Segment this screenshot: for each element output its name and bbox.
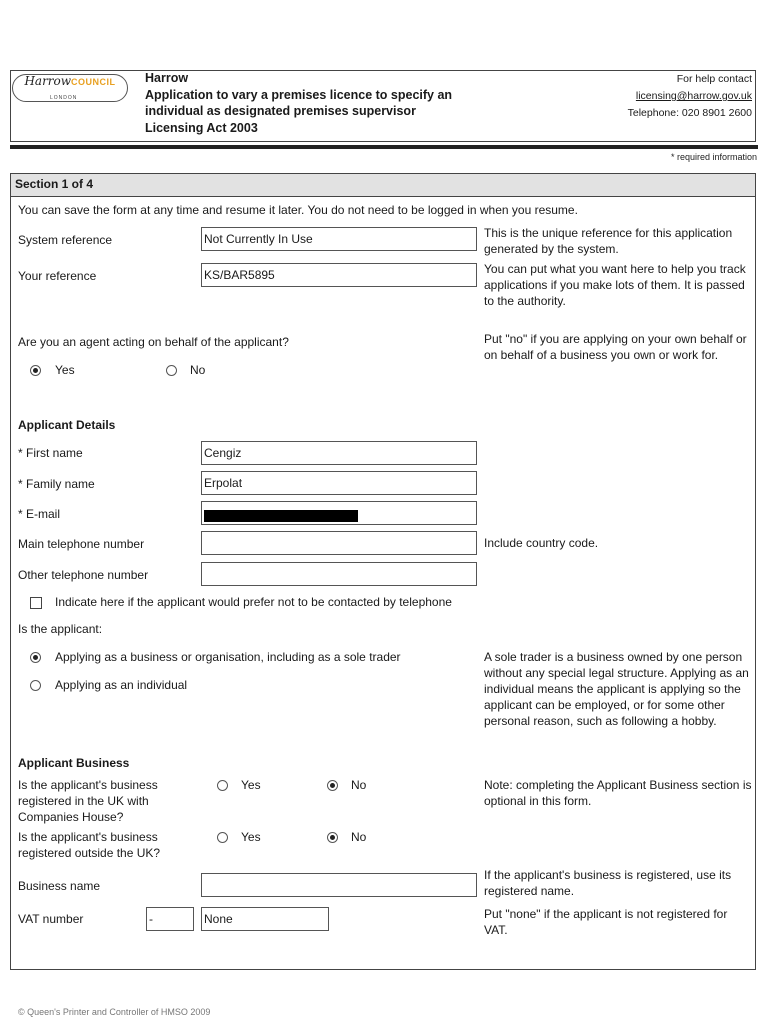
main-phone-note: Include country code. [484, 536, 599, 550]
first-name-label: * First name [18, 446, 83, 460]
page-title [145, 70, 505, 136]
system-reference-note: This is the unique reference for this application generated by the system. [484, 226, 733, 256]
first-name-field[interactable]: Cengiz [201, 441, 477, 465]
individual-option-label: Applying as an individual [55, 678, 188, 692]
email-redaction [204, 510, 358, 522]
uk-no-radio[interactable] [327, 780, 338, 791]
title-line: individual as designated premises supervisor [145, 104, 416, 118]
outside-yes-radio[interactable] [217, 832, 228, 843]
title-line: Application to vary a premises licence to specify an [145, 87, 453, 102]
agent-question: Are you an agent acting on behalf of the applicant? [18, 335, 289, 349]
business-note: Note: completing the Applicant Business section is optional in this form. [484, 778, 752, 808]
your-reference-label: Your reference [18, 269, 97, 283]
section-title: Section 1 of 4 [10, 173, 756, 197]
section-intro: You can save the form at any time and resume it later. You do not need to be logged in when you resume. [18, 203, 578, 217]
title-line: Licensing Act 2003 [145, 120, 258, 135]
vat-prefix-field[interactable]: - [146, 907, 194, 931]
applicant-details-heading: Applicant Details [18, 418, 116, 432]
main-phone-label: Main telephone number [18, 537, 145, 551]
agent-yes-label: Yes [55, 363, 75, 377]
family-name-label: * Family name [18, 477, 95, 491]
agent-no-radio[interactable] [166, 365, 177, 376]
uk-yes-label: Yes [241, 778, 261, 792]
title-line: Harrow [145, 71, 189, 85]
outside-yes-label: Yes [241, 830, 261, 844]
help-contact [628, 71, 752, 122]
vat-number-field[interactable]: None [201, 907, 329, 931]
help-phone: Telephone: 020 8901 2600 [627, 107, 752, 119]
agent-yes-radio[interactable] [30, 365, 41, 376]
header-rule [10, 145, 758, 149]
logo-council: COUNCIL [71, 77, 116, 87]
email-field[interactable] [201, 501, 477, 525]
outside-uk-question: Is the applicant's business registered outside the UK? [18, 830, 161, 860]
is-applicant-label: Is the applicant: [18, 622, 103, 636]
individual-radio[interactable] [30, 680, 41, 691]
uk-no-label: No [351, 778, 367, 792]
logo-sub: LONDON [50, 95, 78, 101]
business-name-field[interactable] [201, 873, 477, 897]
applicant-business-heading: Applicant Business [18, 756, 130, 770]
logo-script: Harrow [24, 74, 72, 88]
your-reference-field[interactable]: KS/BAR5895 [201, 263, 477, 287]
business-radio[interactable] [30, 652, 41, 663]
applicant-type-note: A sole trader is a business owned by one person without any special legal structure. Applying as an individual means the applicant is applying so the applicant can be employed, or for some other personal reason, such as following a hobby. [484, 650, 749, 728]
copyright-footer: © Queen's Printer and Controller of HMSO 2009 [18, 1007, 211, 1017]
business-option-label: Applying as a business or organisation, including as a sole trader [55, 650, 401, 664]
main-phone-field[interactable] [201, 531, 477, 555]
agent-note: Put "no" if you are applying on your own behalf or on behalf of a business you own or work for. [484, 332, 747, 362]
no-contact-checkbox[interactable] [30, 597, 42, 609]
system-reference-field[interactable]: Not Currently In Use [201, 227, 477, 251]
business-name-note: If the applicant's business is registered, use its registered name. [484, 868, 732, 898]
help-email-link[interactable]: licensing@harrow.gov.uk [635, 90, 752, 102]
no-contact-label: Indicate here if the applicant would prefer not to be contacted by telephone [55, 595, 452, 609]
system-reference-label: System reference [18, 233, 113, 247]
outside-no-radio[interactable] [327, 832, 338, 843]
other-phone-field[interactable] [201, 562, 477, 586]
family-name-field[interactable]: Erpolat [201, 471, 477, 495]
required-note: * required information [670, 152, 757, 162]
uk-registered-question: Is the applicant's business registered in the UK with Companies House? [18, 778, 158, 824]
vat-label: VAT number [18, 912, 84, 926]
business-name-label: Business name [18, 879, 101, 893]
outside-no-label: No [351, 830, 367, 844]
uk-yes-radio[interactable] [217, 780, 228, 791]
help-label: For help contact [676, 73, 752, 85]
vat-note: Put "none" if the applicant is not registered for VAT. [484, 907, 728, 937]
agent-no-label: No [190, 363, 206, 377]
your-reference-note: You can put what you want here to help you track applications if you make lots of them. It is passed to the authority. [484, 262, 746, 308]
other-phone-label: Other telephone number [18, 568, 149, 582]
email-label: * E-mail [18, 507, 61, 521]
